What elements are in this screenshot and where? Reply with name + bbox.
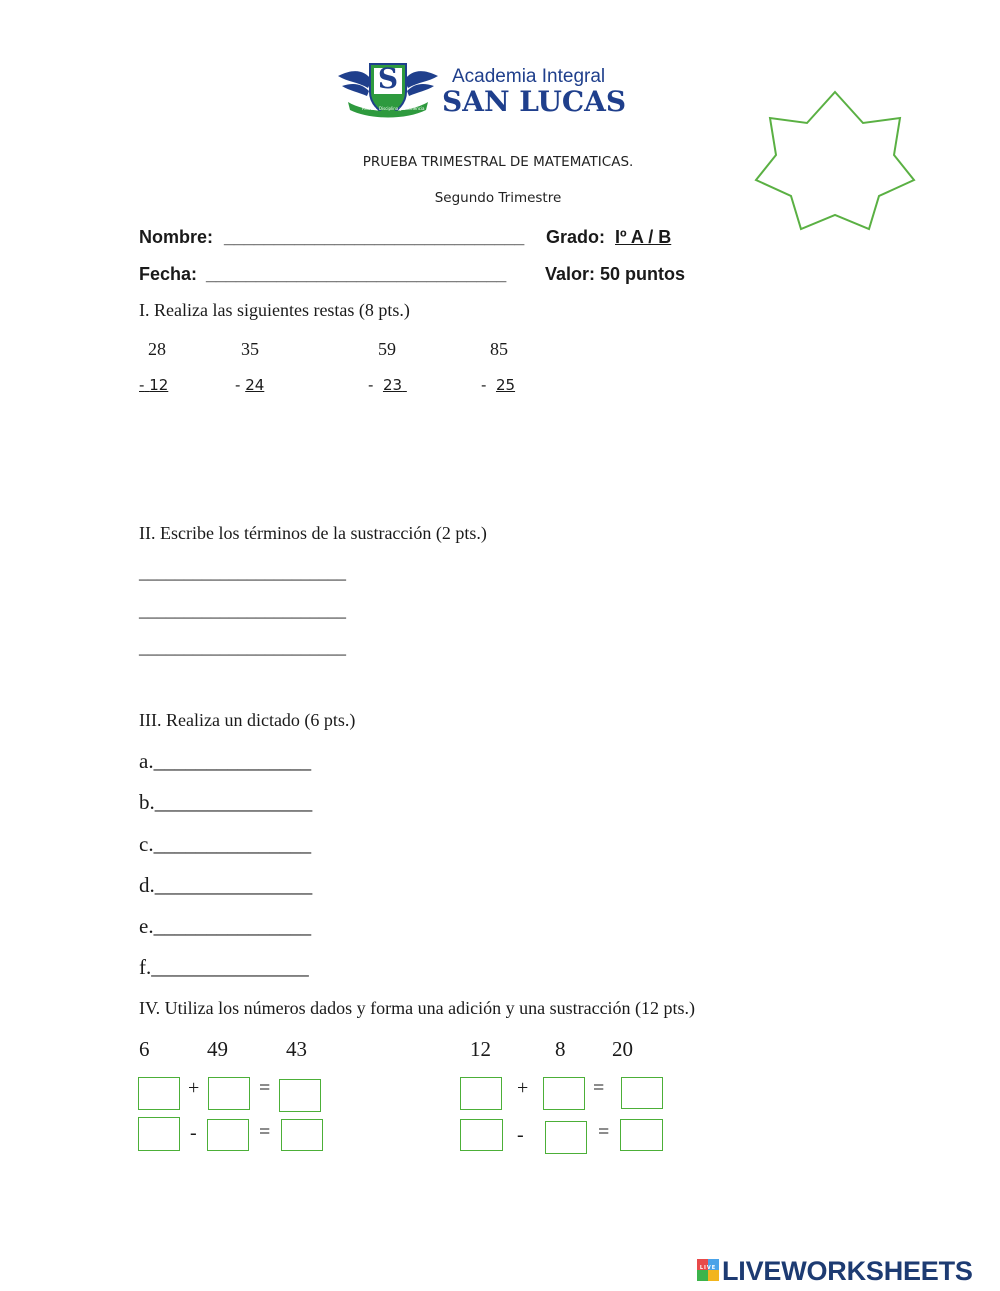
answer-box[interactable] <box>279 1079 321 1112</box>
dictation-item-d[interactable]: d._______________ <box>139 873 313 897</box>
section2-title: II. Escribe los términos de la sustracción (2 pts.) <box>139 523 487 543</box>
set1-number-1: 6 <box>139 1037 150 1061</box>
equals-sign: = <box>259 1077 271 1099</box>
problem2-bottom: - 24 <box>235 376 265 394</box>
set2-number-3: 20 <box>612 1037 633 1061</box>
dictation-item-e[interactable]: e._______________ <box>139 914 312 938</box>
equals-sign: = <box>598 1121 610 1143</box>
problem1-top: 28 <box>148 339 166 359</box>
set1-number-3: 43 <box>286 1037 307 1061</box>
logo-monogram: S <box>377 62 399 95</box>
name-label: Nombre: <box>139 227 214 247</box>
dictation-item-c[interactable]: c._______________ <box>139 832 312 856</box>
dictation-item-b[interactable]: b._______________ <box>139 790 313 814</box>
dictation-item-f[interactable]: f._______________ <box>139 955 309 979</box>
problem4-bottom: - 25 <box>481 376 516 394</box>
value-label: Valor: 50 puntos <box>545 264 686 284</box>
answer-line-3[interactable]: _______________________ <box>139 637 346 657</box>
page-title: PRUEBA TRIMESTRAL DE MATEMATICAS. <box>362 154 634 170</box>
answer-line-1[interactable]: _______________________ <box>139 562 346 582</box>
answer-box[interactable] <box>207 1119 249 1151</box>
date-label: Fecha: <box>139 264 198 284</box>
problem3-bottom: - 23 <box>368 376 403 394</box>
answer-box[interactable] <box>208 1077 250 1110</box>
set2-number-2: 8 <box>555 1037 566 1061</box>
grade-value: Iº A / B <box>615 227 672 247</box>
problem3-top: 59 <box>378 339 396 359</box>
live-badge-text: LIVE <box>699 1265 717 1271</box>
page-subtitle: Segundo Trimestre <box>434 190 562 206</box>
equals-sign: = <box>259 1121 271 1143</box>
answer-line-2[interactable]: _______________________ <box>139 600 346 620</box>
school-logo <box>334 58 634 124</box>
answer-box[interactable] <box>460 1077 502 1110</box>
minus-sign: - <box>517 1124 524 1146</box>
date-field[interactable]: ______________________________ <box>206 264 507 284</box>
answer-box[interactable] <box>543 1077 585 1110</box>
logo-line2: SAN LUCAS <box>442 85 627 118</box>
liveworksheets-brand: LIVEWORKSHEETS <box>722 1256 973 1286</box>
set2-number-1: 12 <box>470 1037 491 1061</box>
problem4-top: 85 <box>490 339 508 359</box>
logo-motto: Paideia, Disciplina y Excelencia <box>362 106 425 111</box>
problem2-top: 35 <box>241 339 259 359</box>
logo-line1: Academia Integral <box>452 66 606 87</box>
answer-box[interactable] <box>620 1119 663 1151</box>
equals-sign: = <box>593 1077 605 1099</box>
answer-box[interactable] <box>545 1121 587 1154</box>
answer-box[interactable] <box>138 1077 180 1110</box>
section3-title: III. Realiza un dictado (6 pts.) <box>139 710 356 730</box>
answer-box[interactable] <box>460 1119 503 1151</box>
name-field[interactable]: ______________________________ <box>224 227 525 247</box>
set1-number-2: 49 <box>207 1037 228 1061</box>
answer-box[interactable] <box>138 1117 180 1151</box>
section1-title: I. Realiza las siguientes restas (8 pts.) <box>139 300 410 320</box>
dictation-item-a[interactable]: a._______________ <box>139 749 312 773</box>
minus-sign: - <box>190 1122 197 1144</box>
plus-sign: + <box>517 1077 529 1099</box>
answer-box[interactable] <box>281 1119 323 1151</box>
problem1-bottom: - 12 <box>139 376 169 394</box>
answer-box[interactable] <box>621 1077 663 1109</box>
section4-title: IV. Utiliza los números dados y forma una adición y una sustracción (12 pts.) <box>139 998 696 1018</box>
grade-label: Grado: <box>546 227 606 247</box>
plus-sign: + <box>188 1077 200 1099</box>
